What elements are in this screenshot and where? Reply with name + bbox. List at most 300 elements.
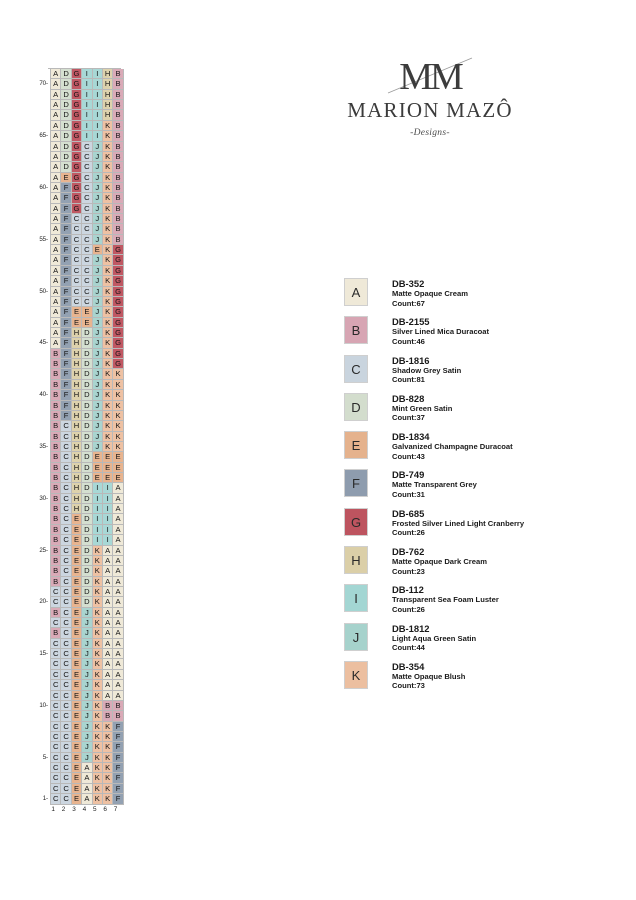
pattern-cell: B [51,349,61,359]
pattern-cell: E [72,753,82,763]
pattern-cell: I [103,514,113,524]
pattern-row-cells [50,276,124,286]
pattern-cell: B [51,577,61,587]
pattern-cell: J [93,359,103,369]
pattern-cell: B [51,369,61,379]
pattern-row-cells [50,587,124,597]
pattern-cell: E [72,639,82,649]
pattern-cell: I [103,504,113,514]
legend-bead-count: Count:43 [392,451,425,461]
pattern-cell: C [82,297,92,307]
pattern-cell: K [93,794,103,804]
pattern-cell: G [72,183,82,193]
pattern-row [28,701,138,711]
legend-bead-count: Count:23 [392,566,425,576]
pattern-cell: K [103,421,113,431]
legend-text-block [392,469,477,499]
legend-bead-count: Count:67 [392,298,425,308]
pattern-row-cells [50,514,124,524]
pattern-cell: A [103,597,113,607]
pattern-cell: K [103,742,113,752]
pattern-cell: C [61,628,71,638]
pattern-row-cells [50,193,124,203]
pattern-cell: F [113,722,123,732]
pattern-cell: C [61,670,71,680]
pattern-cell: H [72,390,82,400]
pattern-cell: E [72,722,82,732]
pattern-cell: K [103,255,113,265]
pattern-cell: A [51,214,61,224]
pattern-cell: B [51,514,61,524]
pattern-cell: A [113,639,123,649]
pattern-cell: A [82,784,92,794]
pattern-cell: B [51,442,61,452]
pattern-cell: A [51,69,61,79]
row-number-label: 40- [39,391,48,399]
pattern-cell: A [103,628,113,638]
pattern-cell: D [82,546,92,556]
pattern-row-cells [50,338,124,348]
pattern-cell: C [61,649,71,659]
pattern-cell: K [93,608,103,618]
pattern-cell: E [72,691,82,701]
pattern-cell: J [82,732,92,742]
pattern-cell: K [93,639,103,649]
pattern-cell: C [82,235,92,245]
pattern-cell: E [113,473,123,483]
pattern-cell: J [82,753,92,763]
pattern-cell: J [82,618,92,628]
pattern-cell: B [113,711,123,721]
pattern-cell: E [93,463,103,473]
row-number-label: 30- [39,494,48,502]
pattern-row [28,131,138,141]
pattern-cell: F [61,390,71,400]
pattern-cell: E [72,597,82,607]
pattern-cell: A [113,556,123,566]
pattern-cell: C [51,587,61,597]
pattern-cell: D [82,566,92,576]
pattern-cell: J [93,193,103,203]
pattern-row [28,401,138,411]
pattern-row [28,525,138,535]
pattern-row-cells [50,432,124,442]
pattern-cell: E [72,525,82,535]
pattern-row [28,608,138,618]
pattern-cell: C [82,266,92,276]
pattern-cell: D [61,90,71,100]
pattern-row [28,173,138,183]
pattern-cell: K [103,401,113,411]
pattern-cell: E [72,514,82,524]
pattern-cell: F [61,349,71,359]
pattern-cell: F [113,742,123,752]
pattern-cell: B [51,380,61,390]
pattern-cell: K [113,401,123,411]
legend-swatch: J [344,623,368,651]
pattern-cell: B [51,628,61,638]
pattern-cell: E [72,566,82,576]
pattern-row [28,566,138,576]
row-number-label: 5- [42,753,48,761]
pattern-cell: K [93,753,103,763]
pattern-cell: A [51,173,61,183]
pattern-cell: A [51,255,61,265]
pattern-cell: A [82,794,92,804]
pattern-cell: G [113,307,123,317]
pattern-row-cells [50,401,124,411]
legend-swatch: I [344,584,368,612]
pattern-row [28,753,138,763]
brand-logo [330,55,530,138]
legend-text-block [392,508,524,538]
legend-bead-code: DB-685 [392,507,425,519]
pattern-cell: A [51,193,61,203]
pattern-cell: H [72,349,82,359]
pattern-cell: K [93,784,103,794]
pattern-cell: B [51,566,61,576]
pattern-row [28,732,138,742]
pattern-row-cells [50,525,124,535]
legend-bead-count: Count:46 [392,336,425,346]
pattern-row [28,255,138,265]
pattern-cell: E [72,711,82,721]
legend-bead-name: Light Aqua Green Satin [392,633,477,643]
pattern-cell: K [93,566,103,576]
pattern-cell: E [113,463,123,473]
pattern-row [28,266,138,276]
pattern-cell: J [93,401,103,411]
pattern-cell: C [72,287,82,297]
legend-item [344,546,614,576]
pattern-cell: K [113,421,123,431]
pattern-cell: A [51,266,61,276]
legend-bead-name: Shadow Grey Satin [392,365,462,375]
pattern-cell: E [72,732,82,742]
pattern-cell: D [82,577,92,587]
pattern-cell: C [72,297,82,307]
pattern-cell: D [61,152,71,162]
legend-text-block [392,584,499,614]
pattern-cell: C [61,442,71,452]
pattern-cell: C [51,649,61,659]
pattern-cell: K [93,546,103,556]
pattern-cell: F [61,255,71,265]
column-number-label: 6 [103,806,107,814]
pattern-cell: B [51,535,61,545]
pattern-cell: K [103,214,113,224]
pattern-row [28,318,138,328]
legend-bead-count: Count:26 [392,604,425,614]
legend-item [344,508,614,538]
pattern-cell: G [113,318,123,328]
legend-bead-code: DB-1812 [392,622,430,634]
svg-text:MM: MM [399,56,461,97]
legend-swatch: E [344,431,368,459]
pattern-cell: K [113,369,123,379]
pattern-row [28,328,138,338]
pattern-row-cells [50,142,124,152]
pattern-cell: F [113,763,123,773]
pattern-cell: D [61,69,71,79]
pattern-cell: E [82,307,92,317]
pattern-cell: A [51,224,61,234]
legend-swatch: H [344,546,368,574]
pattern-row-cells [50,546,124,556]
pattern-row-cells [50,473,124,483]
pattern-row-cells [50,318,124,328]
pattern-row-cells [50,442,124,452]
pattern-cell: J [93,318,103,328]
pattern-row [28,90,138,100]
pattern-cell: J [93,432,103,442]
column-number-label: 1 [51,806,55,814]
pattern-row [28,214,138,224]
pattern-row-cells [50,245,124,255]
pattern-row-cells [50,483,124,493]
pattern-cell: K [103,297,113,307]
pattern-cell: A [113,659,123,669]
pattern-row [28,784,138,794]
pattern-cell: E [93,245,103,255]
pattern-cell: I [103,525,113,535]
pattern-cell: F [61,183,71,193]
pattern-cell: A [51,90,61,100]
pattern-cell: A [113,546,123,556]
pattern-cell: K [103,318,113,328]
pattern-cell: C [51,618,61,628]
pattern-cell: B [103,701,113,711]
legend-swatch: C [344,355,368,383]
pattern-cell: K [93,763,103,773]
pattern-row [28,722,138,732]
pattern-cell: B [113,90,123,100]
pattern-cell: B [51,525,61,535]
pattern-cell: J [93,152,103,162]
pattern-cell: K [113,390,123,400]
pattern-grid [28,69,138,805]
legend-item [344,469,614,499]
legend-swatch: B [344,316,368,344]
pattern-cell: K [93,659,103,669]
pattern-cell: D [82,556,92,566]
pattern-cell: G [72,152,82,162]
pattern-row [28,204,138,214]
pattern-cell: I [93,69,103,79]
pattern-cell: I [93,131,103,141]
brand-name: MARION MAZÔ [347,98,513,122]
pattern-cell: A [51,204,61,214]
pattern-cell: A [113,514,123,524]
pattern-cell: C [82,245,92,255]
pattern-cell: K [103,328,113,338]
pattern-cell: C [72,224,82,234]
pattern-cell: K [113,442,123,452]
pattern-cell: K [103,307,113,317]
pattern-cell: C [82,193,92,203]
pattern-cell: E [82,318,92,328]
pattern-cell: A [113,670,123,680]
pattern-cell: C [61,597,71,607]
pattern-row-cells [50,390,124,400]
pattern-cell: K [113,432,123,442]
pattern-row-cells [50,411,124,421]
pattern-cell: E [103,452,113,462]
pattern-row-cells [50,794,124,804]
pattern-cell: G [113,328,123,338]
legend-item [344,316,614,346]
pattern-cell: J [82,659,92,669]
pattern-cell: F [61,328,71,338]
legend-text-block [392,661,465,691]
pattern-row [28,794,138,804]
pattern-cell: K [103,432,113,442]
pattern-row-cells [50,670,124,680]
pattern-row-cells [50,110,124,120]
pattern-cell: J [93,369,103,379]
pattern-cell: E [93,452,103,462]
legend-bead-count: Count:81 [392,375,425,385]
row-number-label: 10- [39,701,48,709]
pattern-cell: B [113,193,123,203]
pattern-cell: D [82,411,92,421]
pattern-row-cells [50,773,124,783]
pattern-row-cells [50,732,124,742]
pattern-cell: H [72,442,82,452]
pattern-cell: C [61,722,71,732]
row-number-label: 70- [39,80,48,88]
pattern-cell: K [103,722,113,732]
pattern-row [28,442,138,452]
pattern-row [28,432,138,442]
pattern-row [28,235,138,245]
pattern-cell: J [82,680,92,690]
pattern-cell: C [61,473,71,483]
row-number-label: 55- [39,235,48,243]
pattern-row-cells [50,90,124,100]
pattern-cell: C [61,452,71,462]
pattern-cell: E [72,556,82,566]
pattern-cell: K [103,173,113,183]
pattern-cell: I [93,121,103,131]
pattern-row-cells [50,121,124,131]
pattern-cell: K [93,628,103,638]
pattern-row [28,390,138,400]
pattern-cell: C [72,266,82,276]
legend-bead-code: DB-354 [392,660,425,672]
pattern-row [28,411,138,421]
pattern-cell: E [72,318,82,328]
pattern-cell: J [93,224,103,234]
pattern-cell: D [82,525,92,535]
pattern-cell: K [103,162,113,172]
pattern-cell: E [61,173,71,183]
pattern-cell: K [113,380,123,390]
pattern-cell: C [72,235,82,245]
pattern-cell: A [113,525,123,535]
pattern-cell: C [51,711,61,721]
column-header-row [48,806,138,813]
pattern-cell: B [113,152,123,162]
legend-bead-name: Transparent Sea Foam Luster [392,595,499,605]
pattern-cell: C [61,753,71,763]
legend-bead-code: DB-112 [392,584,424,596]
pattern-cell: C [82,142,92,152]
pattern-cell: G [113,359,123,369]
pattern-cell: E [72,701,82,711]
pattern-cell: C [61,587,71,597]
pattern-cell: F [61,193,71,203]
pattern-cell: G [113,245,123,255]
row-number-label: 25- [39,546,48,554]
pattern-cell: F [61,411,71,421]
pattern-cell: H [72,369,82,379]
legend-bead-name: Matte Opaque Dark Cream [392,557,487,567]
pattern-cell: C [82,255,92,265]
pattern-cell: J [93,162,103,172]
legend-bead-code: DB-352 [392,278,425,289]
legend-text-block [392,278,468,308]
pattern-cell: F [61,380,71,390]
pattern-cell: J [93,204,103,214]
pattern-cell: K [93,691,103,701]
pattern-cell: A [103,670,113,680]
pattern-cell: F [61,359,71,369]
pattern-cell: C [51,784,61,794]
pattern-cell: F [113,794,123,804]
pattern-row-cells [50,369,124,379]
pattern-row [28,245,138,255]
pattern-cell: A [51,297,61,307]
pattern-row [28,421,138,431]
pattern-row-cells [50,173,124,183]
pattern-cell: K [93,722,103,732]
pattern-row [28,369,138,379]
pattern-cell: D [61,100,71,110]
monogram-icon [380,55,480,97]
pattern-cell: C [51,701,61,711]
pattern-row-cells [50,100,124,110]
legend-bead-count: Count:26 [392,528,425,538]
pattern-row-cells [50,722,124,732]
pattern-row-cells [50,307,124,317]
pattern-cell: I [103,483,113,493]
pattern-row-cells [50,349,124,359]
pattern-row-cells [50,753,124,763]
pattern-cell: G [113,297,123,307]
pattern-cell: J [93,328,103,338]
pattern-row [28,639,138,649]
pattern-cell: F [61,245,71,255]
legend-swatch: K [344,661,368,689]
pattern-cell: K [103,121,113,131]
pattern-row-cells [50,608,124,618]
pattern-cell: C [61,546,71,556]
pattern-cell: C [51,670,61,680]
pattern-cell: I [103,535,113,545]
pattern-cell: C [61,711,71,721]
pattern-cell: K [103,390,113,400]
pattern-row [28,152,138,162]
pattern-cell: G [72,162,82,172]
pattern-cell: K [93,701,103,711]
pattern-cell: H [72,328,82,338]
pattern-cell: K [103,753,113,763]
pattern-cell: K [103,732,113,742]
legend-text-block [392,316,489,346]
pattern-cell: E [72,535,82,545]
pattern-cell: C [61,463,71,473]
